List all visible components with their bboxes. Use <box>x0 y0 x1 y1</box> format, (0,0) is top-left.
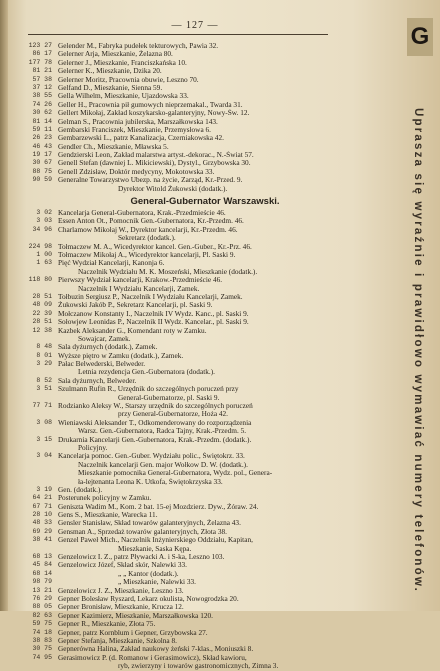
entry-text: Geniszta Wadim M., Kom. 2 bat. 15-ej Mozdzierz. Dyw., Żóraw. 24. <box>58 502 259 511</box>
phone-number: 76 29 <box>32 595 52 602</box>
entry-text: „ Mieszkanie, Nalewki 33. <box>118 578 197 587</box>
directory-entry <box>0 377 392 385</box>
entry-text: Gembarzewski L., patrz Kanalizacja, Czerniakowska 42. <box>58 134 224 143</box>
directory-entry <box>0 561 392 569</box>
entry-text: Pierwszy Wydział kancelarji, Krakow.-Przedmieście 46. <box>58 276 223 285</box>
directory-entry <box>0 318 392 326</box>
phone-number: 28 51 <box>32 318 52 326</box>
entry-text: Gelfand D., Mieszkanie, Sienna 59. <box>58 83 163 92</box>
phone-number: 81 14 <box>32 117 52 125</box>
phone-number <box>0 478 58 486</box>
directory-entry <box>0 503 392 511</box>
entry-text: Kancelarja General-Gubernatora, Krak.-Przedmieście 46. <box>58 209 226 218</box>
directory-entry <box>0 293 392 301</box>
entry-text: Gerasimowicz P. (d. Romanow i Gerasimowicz), Skład kawioru, <box>58 653 247 662</box>
directory-entry <box>0 545 392 553</box>
entry-text: Drukarnia Kancelarji Gen.-Gubernatora, Krak.-Przedm. (dodatk.). <box>58 435 252 444</box>
phone-number: 3 15 <box>36 435 52 443</box>
directory-entry <box>0 570 392 578</box>
directory-entry <box>0 452 392 460</box>
entry-text: Genzelowicz Józef, Skład skór, Nalewki 33. <box>58 561 187 570</box>
header-rule <box>28 34 328 35</box>
directory-entry <box>0 185 392 193</box>
entry-text: Letnia rezydencja Gen.-Gubernatora (dodatk.). <box>78 368 215 377</box>
phone-number <box>0 662 58 670</box>
entry-text: Tołmaczew Mikołaj A., Wicedyrektor kancelarji, Pl. Saski 9. <box>58 250 236 259</box>
entry-text: Gella Wilhelm, Mieszkanie, Ujazdowska 33. <box>58 92 189 101</box>
entry-text: General-Gubernatorze, pl. Saski 9. <box>118 393 220 402</box>
directory-entry <box>0 168 392 176</box>
directory-entry <box>0 276 392 284</box>
directory-entry <box>0 335 392 343</box>
directory-entry <box>0 637 392 645</box>
entry-text: Gepner Bronisław, Mieszkanie, Krucza 12. <box>58 603 184 612</box>
phone-number: 90 59 <box>32 176 52 184</box>
directory-entry <box>0 528 392 536</box>
phone-number: 88 75 <box>32 167 52 175</box>
section-title: General-Gubernator Warszawski. <box>130 196 280 208</box>
phone-number: 69 29 <box>32 527 52 535</box>
directory-entry <box>0 461 392 469</box>
phone-number: 3 02 <box>36 209 52 217</box>
entry-text: Sołowjew Leonidas P., Naczelnik II Wydz. Kancelar., pl. Saski 9. <box>58 318 249 327</box>
phone-number: 59 75 <box>32 620 52 628</box>
phone-number <box>0 444 58 452</box>
entry-text: Kancelarja pomoc. Gen.-Guber. Wydziału polic., Świętokrz. 33. <box>58 452 245 461</box>
phone-number: 48 09 <box>32 301 52 309</box>
index-letter-tab: G <box>407 18 433 56</box>
phone-number <box>0 268 58 276</box>
phone-number: 68 13 <box>32 553 52 561</box>
phone-number <box>0 469 58 477</box>
entry-text: Geller H., Pracownia pił gumowych nieprzemakal., Twarda 31. <box>58 100 243 109</box>
entry-text: Gepner R., Mieszkanie, Złota 75. <box>58 620 156 629</box>
entry-text: Tołmaczew M. A., Wicedyrektor kancel. Gen.-Guber., Kr.-Prz. 46. <box>58 242 252 251</box>
phone-number: 46 43 <box>32 142 52 150</box>
phone-number: 77 71 <box>32 402 52 410</box>
entry-text: Generalne Towarzystwo Ubezp. na życie, Zarząd, Kr.-Przed. 9. <box>58 176 243 185</box>
directory-entry <box>0 259 392 267</box>
phone-number: 88 05 <box>32 603 52 611</box>
entry-text: Gens S., Mieszkanie, Wareckа 11. <box>58 511 158 520</box>
directory-entry <box>0 109 392 117</box>
entry-text: Gelerner Arja, Mieszkanie, Żelazna 80. <box>58 50 173 59</box>
directory-entry <box>0 159 392 167</box>
phone-number: 38 55 <box>32 92 52 100</box>
phone-number: 82 63 <box>32 611 52 619</box>
entries-after-section <box>0 209 392 670</box>
phone-number <box>0 545 58 553</box>
entry-text: Mieszkanie pomocnika General-Gubernatora, Wydz. pol., Genera- <box>78 469 273 478</box>
directory-entry <box>0 536 392 544</box>
directory-entry <box>0 419 392 427</box>
entry-text: „ „ Kantor (dodatk.). <box>118 569 179 578</box>
directory-entry <box>0 234 392 242</box>
directory-entry <box>0 209 392 217</box>
entry-text: Szulmann Rufin R., Urzędnik do szczególnych poruczeń przy <box>58 385 239 394</box>
entry-text: Gepnerówna Halina, Zakład naukowy żeński 7-klas., Moniuszki 8. <box>58 645 254 654</box>
entry-text: Sowajcar, Zamek. <box>78 334 131 343</box>
directory-entry <box>0 76 392 84</box>
entry-text: Essen Anton Ot., Pomocnik Gen.-Gubernatora, Kr.-Przedm. 46. <box>58 217 244 226</box>
phone-number: 118 80 <box>28 276 52 284</box>
phone-number: 74 26 <box>32 100 52 108</box>
directory-entry <box>0 327 392 335</box>
phone-number: 8 48 <box>36 343 52 351</box>
entry-text: Sala dyżurnych, Belweder. <box>58 376 137 385</box>
entry-text: Mieszkanie, Saska Kępa. <box>118 544 192 553</box>
entry-text: Rodzianko Aleksy W., Starszy urzędnik do szczególnych poruczeń <box>58 402 253 411</box>
directory-entry <box>0 662 392 670</box>
phone-number: 1 63 <box>36 259 52 267</box>
directory-entry <box>0 360 392 368</box>
phone-number: 74 18 <box>32 628 52 636</box>
phone-number: 37 12 <box>32 83 52 91</box>
directory-entry <box>0 59 392 67</box>
directory-entry <box>0 243 392 251</box>
entry-text: przy General-Gubernatorze, Hoża 42. <box>118 410 229 419</box>
directory-listing <box>0 42 392 671</box>
entry-text: Gelerner K., Mieszkanie, Dzika 20. <box>58 67 162 76</box>
phone-number <box>0 185 58 193</box>
entry-text: Naczelnik kancelarji Gen. major Wołkow D. W. (dodatk.). <box>78 460 248 469</box>
entry-text: Gepner Kazimierz, Mieszkanie, Marszałkowska 120. <box>58 611 214 620</box>
entry-text: ła-lejtenanta Leona K. Utkofa, Świętokrzyska 33. <box>78 477 223 486</box>
directory-entry <box>0 578 392 586</box>
directory-entry <box>0 92 392 100</box>
directory-entry <box>0 444 392 452</box>
entry-text: Naczelnik Wydziału M. K. Moszeński, Mieszkanie (dodatk.). <box>78 267 258 276</box>
phone-number: 26 23 <box>32 134 52 142</box>
directory-entry <box>0 486 392 494</box>
entry-text: Wyższe piętro w Zamku (dodatk.), Zamek. <box>58 351 184 360</box>
phone-number: 59 11 <box>32 125 52 133</box>
entry-text: Gendzierski Leon, Zakład malarstwa artyst.-dekorac., N.-Świat 57. <box>58 151 254 160</box>
phone-number: 98 79 <box>32 578 52 586</box>
phone-number: 28 51 <box>32 292 52 300</box>
entry-text: Pięć Wydział Kancelarji, Kanonja 6. <box>58 259 165 268</box>
directory-entry <box>0 587 392 595</box>
directory-entry <box>0 42 392 50</box>
page-number: — 127 — <box>171 20 219 31</box>
entry-text: Mołczanow Konstanty I., Naczelnik IV Wydz. Kanc., pl. Saski 9. <box>58 309 249 318</box>
directory-entry <box>0 620 392 628</box>
directory-entry <box>0 343 392 351</box>
phone-number: 123 27 <box>28 42 52 49</box>
phone-number <box>0 427 58 435</box>
directory-entry <box>0 268 392 276</box>
phone-number: 68 14 <box>32 569 52 577</box>
entry-text: Warsz. Gen.-Gubernatora, Radca Tajny, Krak.-Przedm. 5. <box>78 427 247 436</box>
phone-number: 81 21 <box>32 67 52 75</box>
phone-number: 64 21 <box>32 494 52 502</box>
directory-entry <box>0 511 392 519</box>
phone-number: 38 83 <box>32 636 52 644</box>
phone-number: 30 75 <box>32 645 52 653</box>
directory-entry <box>0 595 392 603</box>
directory-entry <box>0 478 392 486</box>
directory-entry <box>0 151 392 159</box>
directory-entry <box>0 553 392 561</box>
directory-entry <box>0 629 392 637</box>
directory-entry <box>0 469 392 477</box>
directory-entry <box>0 301 392 309</box>
phone-number <box>0 285 58 293</box>
phone-number: 74 95 <box>32 653 52 661</box>
directory-entry <box>0 226 392 234</box>
phone-number: 34 96 <box>32 225 52 233</box>
directory-entry <box>0 385 392 393</box>
phone-number: 38 41 <box>32 536 52 544</box>
entry-text: Naczelnik I Wydziału Kancelarji, Zamek. <box>78 284 200 293</box>
directory-entry <box>0 67 392 75</box>
entry-text: Gensman A., Sprzedaż towarów galanteryjnych, Złota 38. <box>58 527 227 536</box>
entry-text: Żukowski Jakób P., Sekretarz Kancelarji, pl. Saski 9. <box>58 301 213 310</box>
directory-entry <box>0 134 392 142</box>
entry-text: Genell Stefan (dawniej L. Mikiciewski), Dystyl., Grzybowska 30. <box>58 159 251 168</box>
phone-number <box>0 394 58 402</box>
entry-text: Gepner, patrz Kornblum i Gepner, Grzybowska 27. <box>58 628 208 637</box>
directory-entry <box>0 494 392 502</box>
entry-text: Pałac Belwederski, Belweder. <box>58 360 146 369</box>
directory-entry <box>0 217 392 225</box>
phone-number <box>0 335 58 343</box>
phone-number: 12 38 <box>32 326 52 334</box>
phone-number: 28 10 <box>32 511 52 519</box>
directory-entry <box>0 427 392 435</box>
directory-entry <box>0 285 392 293</box>
phone-number: 86 17 <box>32 50 52 58</box>
phone-number: 45 84 <box>32 561 52 569</box>
directory-entry <box>0 394 392 402</box>
directory-entry <box>0 126 392 134</box>
phone-number: 8 52 <box>36 376 52 384</box>
phone-number <box>0 368 58 376</box>
directory-entry <box>0 50 392 58</box>
entry-text: Genzel Paweł Mich., Naczelnik Inżynierskiego Oddziału, Kapitan, <box>58 536 253 545</box>
side-note: Uprasza się wyraźnie i prawidłowo wymawiać numery telefonów. <box>412 108 424 593</box>
entry-text: Dyrektor Witold Żukowski (dodatk.). <box>118 184 228 193</box>
phone-number: 22 39 <box>32 309 52 317</box>
entry-text: Gembarski Franciszek, Mieszkanie, Przemysłowa 6. <box>58 125 211 134</box>
directory-entry <box>0 84 392 92</box>
entry-text: Gensler Stanisław, Skład towarów galanteryjnych, Żelazna 43. <box>58 519 241 528</box>
entry-text: Gellert Mikołaj, Zakład koszykarsko-galanteryjny, Nowy-Św. 12. <box>58 109 250 118</box>
phone-number <box>0 461 58 469</box>
entry-text: Posterunek policyjny w Zamku. <box>58 494 152 503</box>
entry-text: Policyjny. <box>78 443 108 452</box>
directory-entry <box>0 519 392 527</box>
phone-number: 13 21 <box>32 586 52 594</box>
entry-text: Gelerner Moritz, Pracownia obuwie, Leszno 70. <box>58 75 199 84</box>
directory-entry <box>0 612 392 620</box>
entry-text: Genell Zdzisław, Doktór medycyny, Mokotowska 33. <box>58 167 215 176</box>
entry-text: Gen. (dodatk.). <box>58 485 103 494</box>
phone-number: 19 17 <box>32 151 52 159</box>
directory-entry <box>0 251 392 259</box>
phone-number <box>0 234 58 242</box>
directory-entry <box>0 402 392 410</box>
section-heading-row <box>0 195 392 209</box>
entry-text: Gelman S., Pracownia jubilerska, Marszałkowska 143. <box>58 117 218 126</box>
entry-text: Wieniawski Aleksander T., Odkomenderowany do rozporządzenia <box>58 418 252 427</box>
phone-number: 30 67 <box>32 159 52 167</box>
directory-entry <box>0 101 392 109</box>
directory-entry <box>0 645 392 653</box>
entry-text: Charlamow Mikołaj W., Dyrektor kancelarji, Kr.-Przedm. 46. <box>58 225 238 234</box>
entry-text: ryb, zwierzyny i towarów gastronomicznych, Zimna 3. <box>118 662 279 671</box>
entry-text: Genzelowicz J. Z., Mieszkanie, Leszno 13. <box>58 586 184 595</box>
phone-number: 224 98 <box>28 242 52 250</box>
entry-text: Gepner Bolesław Ryszard, Lekarz okulista, Nowogrodzka 20. <box>58 595 239 603</box>
section-num-spacer <box>0 195 58 209</box>
directory-entry <box>0 310 392 318</box>
directory-entry <box>0 368 392 376</box>
phone-number: 3 08 <box>36 418 52 426</box>
entry-text: Gelender M., Fabryka pudełek tekturowych, Pawia 32. <box>58 42 219 50</box>
directory-entry <box>0 436 392 444</box>
entry-text: Gendler Ch., Mieszkanie, Mławska 5. <box>58 142 169 151</box>
phone-number: 48 33 <box>32 519 52 527</box>
directory-entry <box>0 410 392 418</box>
phone-number: 177 78 <box>28 58 52 66</box>
phone-number: 3 03 <box>36 217 52 225</box>
entry-text: Sekretarz (dodatk.). <box>118 234 176 243</box>
directory-entry <box>0 176 392 184</box>
entry-text: Kazbek Aleksander G., Komendant roty w Zamku. <box>58 326 207 335</box>
phone-number: 3 51 <box>36 385 52 393</box>
directory-entry <box>0 654 392 662</box>
phone-number: 67 71 <box>32 502 52 510</box>
directory-entry <box>0 352 392 360</box>
entry-text: Gelerner J., Mieszkanie, Franciszkańska 10. <box>58 58 187 67</box>
directory-entry <box>0 118 392 126</box>
phone-number: 30 62 <box>32 109 52 117</box>
phone-number: 8 01 <box>36 351 52 359</box>
entry-text: Sala dyżurnych (dodatk.), Zamek. <box>58 343 158 352</box>
phone-number <box>0 410 58 418</box>
directory-entry <box>0 143 392 151</box>
phone-number: 3 19 <box>36 485 52 493</box>
phone-number: 1 00 <box>36 250 52 258</box>
entry-text: Gepner Stefanja, Mieszkanie, Szkolna 8. <box>58 636 177 645</box>
phone-number: 3 04 <box>36 452 52 460</box>
entries-before-section <box>0 42 392 193</box>
phone-number: 57 38 <box>32 75 52 83</box>
entry-text: Tołbuzin Sergiusz P., Naczelnik I Wydziału Kancelarji, Zamek. <box>58 292 243 301</box>
entry-text: Genzelowicz I. Z., patrz Pływacki A. i S-ka, Leszno 103. <box>58 553 225 562</box>
phone-number: 3 29 <box>36 360 52 368</box>
